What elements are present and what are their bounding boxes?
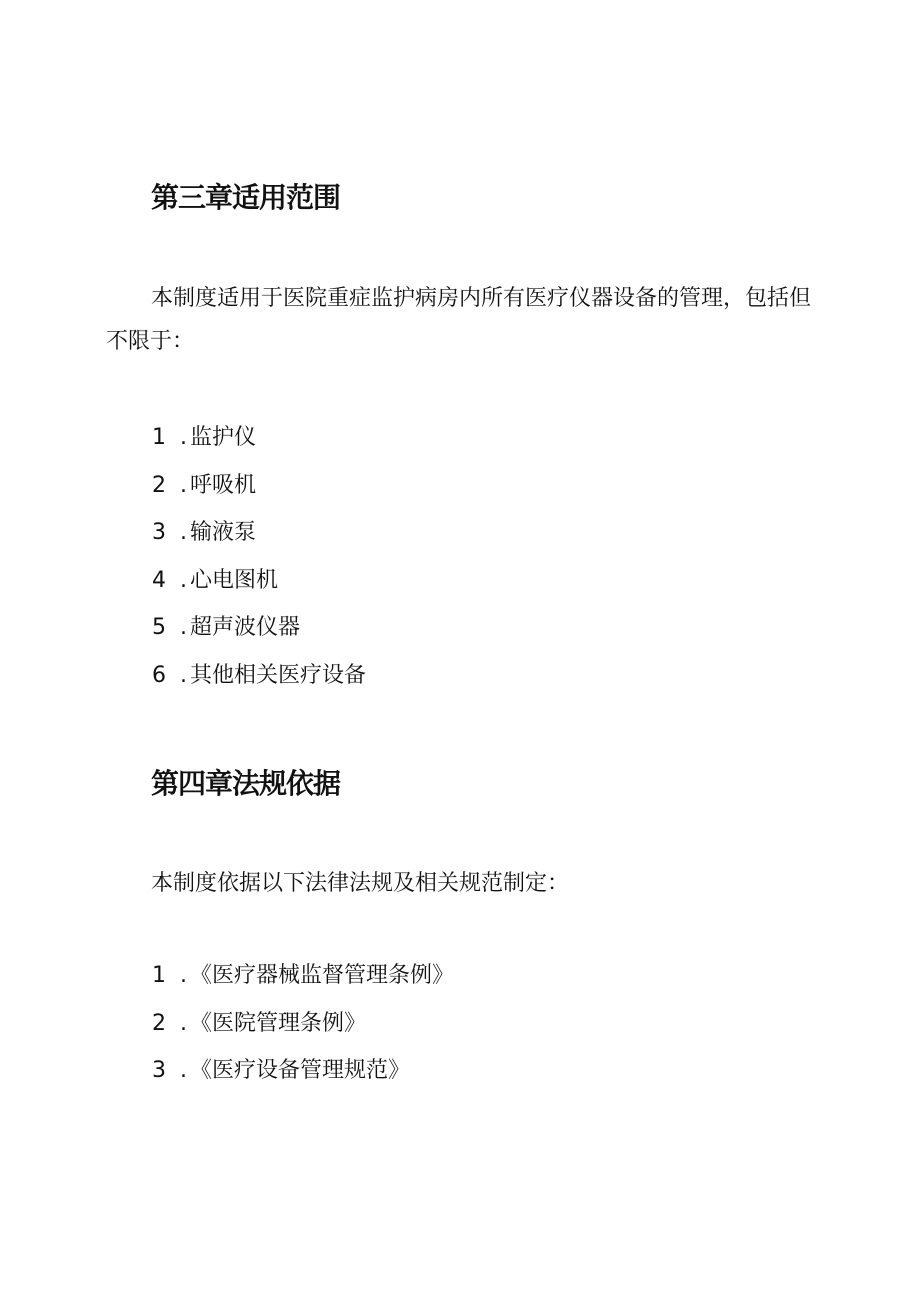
item-number: 3: [152, 520, 166, 546]
item-number: 4: [152, 567, 166, 593]
item-text: 《医疗器械监督管理条例》: [190, 963, 455, 988]
chapter-3-intro: 本制度适用于医院重症监护病房内所有医疗仪器设备的管理，包括但不限于：: [106, 286, 812, 354]
item-number: 3: [152, 1058, 166, 1084]
list-item: [152, 424, 366, 472]
list-item: [152, 472, 366, 520]
item-separator: .: [180, 662, 187, 688]
chapter-4-title: 第四章法规依据: [151, 767, 341, 800]
item-separator: .: [180, 472, 187, 498]
item-text: 超声波仪器: [190, 615, 301, 641]
item-separator: .: [180, 963, 187, 988]
item-number: 6: [152, 662, 166, 688]
chapter-4-list: [152, 962, 454, 1105]
item-number: 1: [152, 963, 166, 988]
list-item: [152, 662, 366, 710]
list-item: [152, 519, 366, 567]
item-number: 5: [152, 615, 166, 641]
item-number: 2: [152, 472, 166, 498]
list-item: [152, 614, 366, 662]
list-item: [152, 1010, 454, 1058]
list-item: [152, 567, 366, 615]
item-separator: .: [180, 1058, 187, 1084]
item-separator: .: [180, 425, 187, 450]
item-separator: .: [180, 1010, 187, 1036]
item-text: 其他相关医疗设备: [190, 662, 367, 688]
item-separator: .: [180, 615, 187, 641]
item-text: 监护仪: [190, 425, 257, 450]
list-item: [152, 1057, 454, 1105]
chapter-4-intro: 本制度依据以下法律法规及相关规范制定：: [151, 871, 570, 896]
chapter-3-list: [152, 424, 366, 710]
item-separator: .: [180, 520, 187, 546]
item-number: 1: [152, 425, 166, 450]
item-text: 呼吸机: [190, 472, 257, 498]
chapter-3-title: 第三章适用范围: [151, 181, 341, 214]
item-text: 输液泵: [190, 520, 257, 546]
item-separator: .: [180, 567, 187, 593]
item-text: 《医院管理条例》: [190, 1010, 367, 1036]
list-item: [152, 962, 454, 1010]
item-text: 心电图机: [190, 567, 279, 593]
item-number: 2: [152, 1010, 166, 1036]
item-text: 《医疗设备管理规范》: [190, 1058, 411, 1084]
